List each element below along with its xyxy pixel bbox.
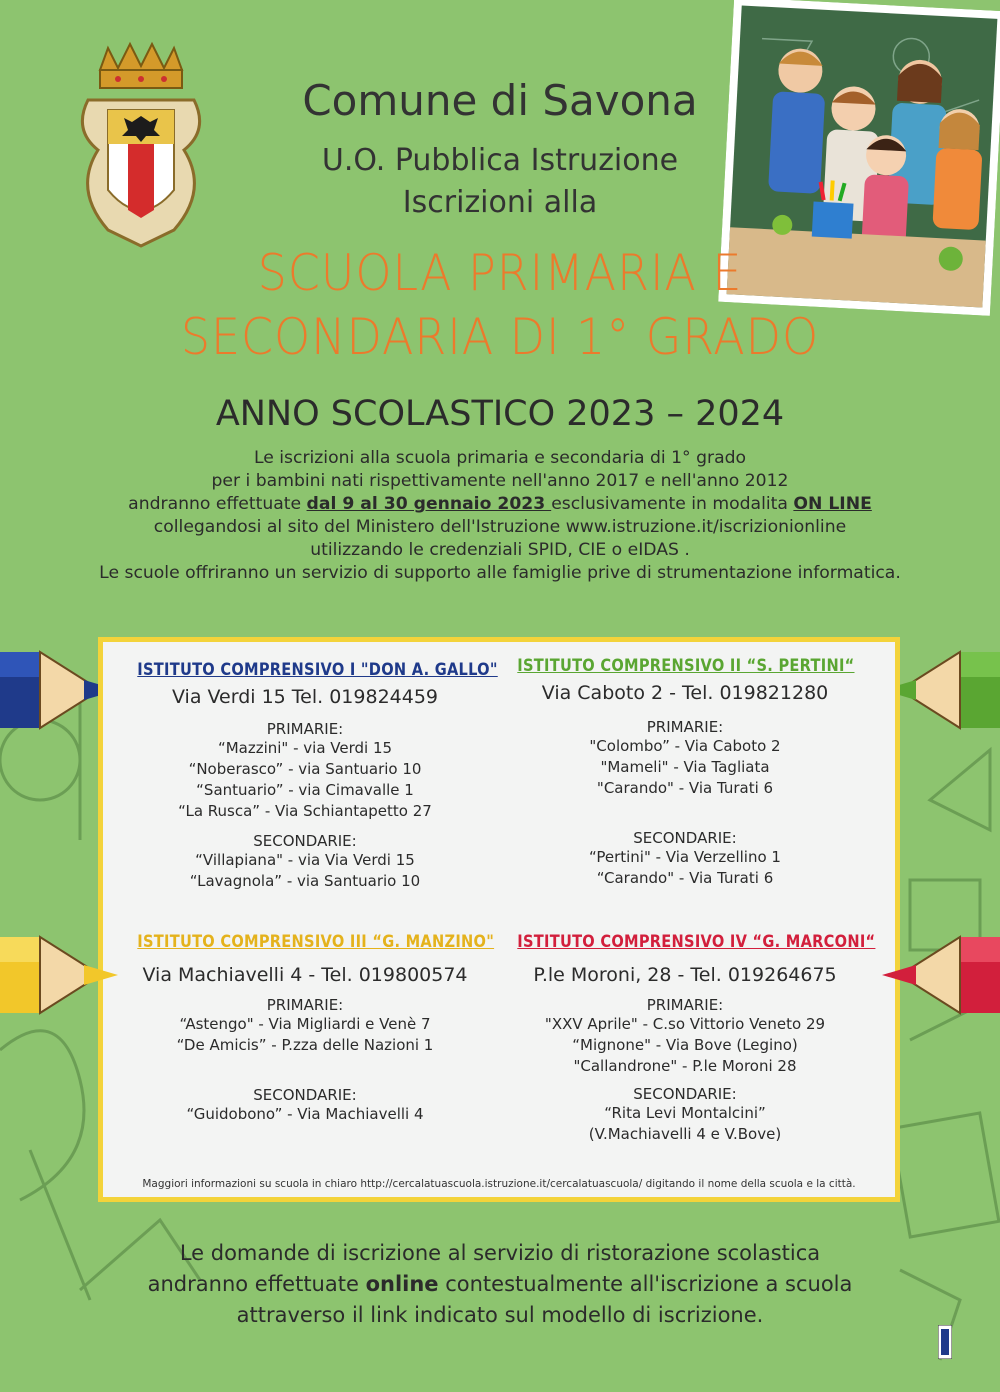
department-subtitle: U.O. Pubblica Istruzione (321, 143, 679, 178)
list-item: “Guidobono” - Via Machiavelli 4 (186, 1105, 424, 1123)
list-item: “Rita Levi Montalcini” (604, 1104, 766, 1122)
list-item: “Astengo" - Via Migliardi e Venè 7 (179, 1015, 431, 1033)
list-item: “Noberasco” - via Santuario 10 (188, 760, 422, 778)
institute-4 (490, 932, 880, 1145)
primary-label: PRIMARIE: (646, 718, 724, 736)
intro-line: collegandosi al sito del Ministero dell'Istruzione www.istruzione.it/iscrizionionline (153, 517, 847, 537)
primary-label: PRIMARIE: (266, 996, 344, 1014)
intro-line: andranno effettuate dal 9 al 30 gennaio 2023 esclusivamente in modalita ON LINE (128, 494, 872, 514)
primary-list (110, 1014, 500, 1056)
yellow-pencil-icon (0, 925, 120, 1025)
intro-line: Le iscrizioni alla scuola primaria e secondaria di 1° grado (253, 448, 747, 468)
primary-list (490, 736, 880, 799)
list-item: “Mignone" - Via Bove (Legino) (572, 1036, 798, 1054)
notice-line: andranno effettuate online contestualmente all'iscrizione a scuola (147, 1272, 853, 1296)
enrollment-subtitle: Iscrizioni alla (402, 185, 598, 220)
primary-label: PRIMARIE: (266, 720, 344, 738)
calculator-doodle (891, 1113, 999, 1237)
secondary-label: SECONDARIE: (633, 829, 737, 847)
notice-line: attraverso il link indicato sul modello di iscrizione. (236, 1303, 764, 1327)
list-item: (V.Machiavelli 4 e V.Bove) (588, 1125, 782, 1143)
footnote: Maggiori informazioni su scuola in chiaro http://cercalatuascuola.istruzione.it/cercalatuascuola/ digitando il nome della scuola e la città. (142, 1178, 856, 1190)
intro-line: Le scuole offriranno un servizio di supporto alle famiglie prive di strumentazione informatica. (99, 563, 901, 583)
institute-address: P.le Moroni, 28 - Tel. 019264675 (533, 964, 837, 986)
list-item: “De Amicis” - P.zza delle Nazioni 1 (176, 1036, 434, 1054)
institute-name: ISTITUTO COMPRENSIVO IV “G. MARCONI“ (517, 932, 876, 952)
headline-line-2: SECONDARIA DI 1° GRADO (180, 308, 820, 366)
institute-name: ISTITUTO COMPRENSIVO I "DON A. GALLO" (137, 660, 498, 680)
list-item: "Colombo” - Via Caboto 2 (589, 737, 781, 755)
list-item: “Santuario” - via Cimavalle 1 (196, 781, 414, 799)
online-keyword: online (365, 1272, 439, 1296)
secondary-label: SECONDARIE: (253, 1086, 357, 1104)
headline-line-1: SCUOLA PRIMARIA E (257, 244, 743, 302)
list-item: “Mazzini" - via Verdi 15 (217, 739, 393, 757)
secondary-list (490, 847, 880, 889)
list-item: “Villapiana" - via Via Verdi 15 (195, 851, 415, 869)
list-item: “Pertini" - Via Verzellino 1 (589, 848, 781, 866)
intro-line: utilizzando le credenziali SPID, CIE o eIDAS . (310, 540, 690, 560)
secondary-list (110, 1104, 500, 1125)
list-item: "Callandrone" - P.le Moroni 28 (573, 1057, 797, 1075)
printer-mark-icon (938, 1325, 952, 1359)
secondary-label: SECONDARIE: (253, 832, 357, 850)
institute-1 (110, 660, 500, 892)
list-item: “Carando" - Via Turati 6 (596, 869, 774, 887)
primary-label: PRIMARIE: (646, 996, 724, 1014)
triangle-doodle (930, 750, 990, 830)
primary-list (490, 1014, 880, 1077)
secondary-list (110, 850, 500, 892)
list-item: “Lavagnola” - via Santuario 10 (189, 872, 421, 890)
enrollment-dates: dal 9 al 30 gennaio 2023 (306, 494, 552, 514)
page-title: Comune di Savona (302, 76, 698, 125)
institute-2 (490, 656, 880, 889)
institute-name: ISTITUTO COMPRENSIVO II “S. PERTINI“ (517, 656, 855, 676)
list-item: "Carando" - Via Turati 6 (596, 779, 774, 797)
secondary-label: SECONDARIE: (633, 1085, 737, 1103)
list-item: “La Rusca” - Via Schiantapetto 27 (178, 802, 432, 820)
online-mode: ON LINE (793, 494, 872, 514)
intro-line: per i bambini nati rispettivamente nell'anno 2017 e nell'anno 2012 (211, 471, 789, 491)
intro-paragraph (0, 447, 1000, 585)
list-item: "Mameli" - Via Tagliata (600, 758, 770, 776)
list-item: "XXV Aprile" - C.so Vittorio Veneto 29 (544, 1015, 826, 1033)
institute-name: ISTITUTO COMPRENSIVO III “G. MANZINO" (137, 932, 495, 952)
institute-address: Via Caboto 2 - Tel. 019821280 (541, 682, 829, 704)
catering-notice (0, 1238, 1000, 1331)
institute-address: Via Verdi 15 Tel. 019824459 (171, 686, 439, 708)
primary-list (110, 738, 500, 822)
notice-line: Le domande di iscrizione al servizio di ristorazione scolastica (179, 1241, 821, 1265)
school-year: ANNO SCOLASTICO 2023 – 2024 (215, 394, 785, 434)
institute-3 (110, 932, 500, 1125)
institute-address: Via Machiavelli 4 - Tel. 019800574 (142, 964, 468, 986)
secondary-list (490, 1103, 880, 1145)
red-pencil-icon (880, 925, 1000, 1025)
